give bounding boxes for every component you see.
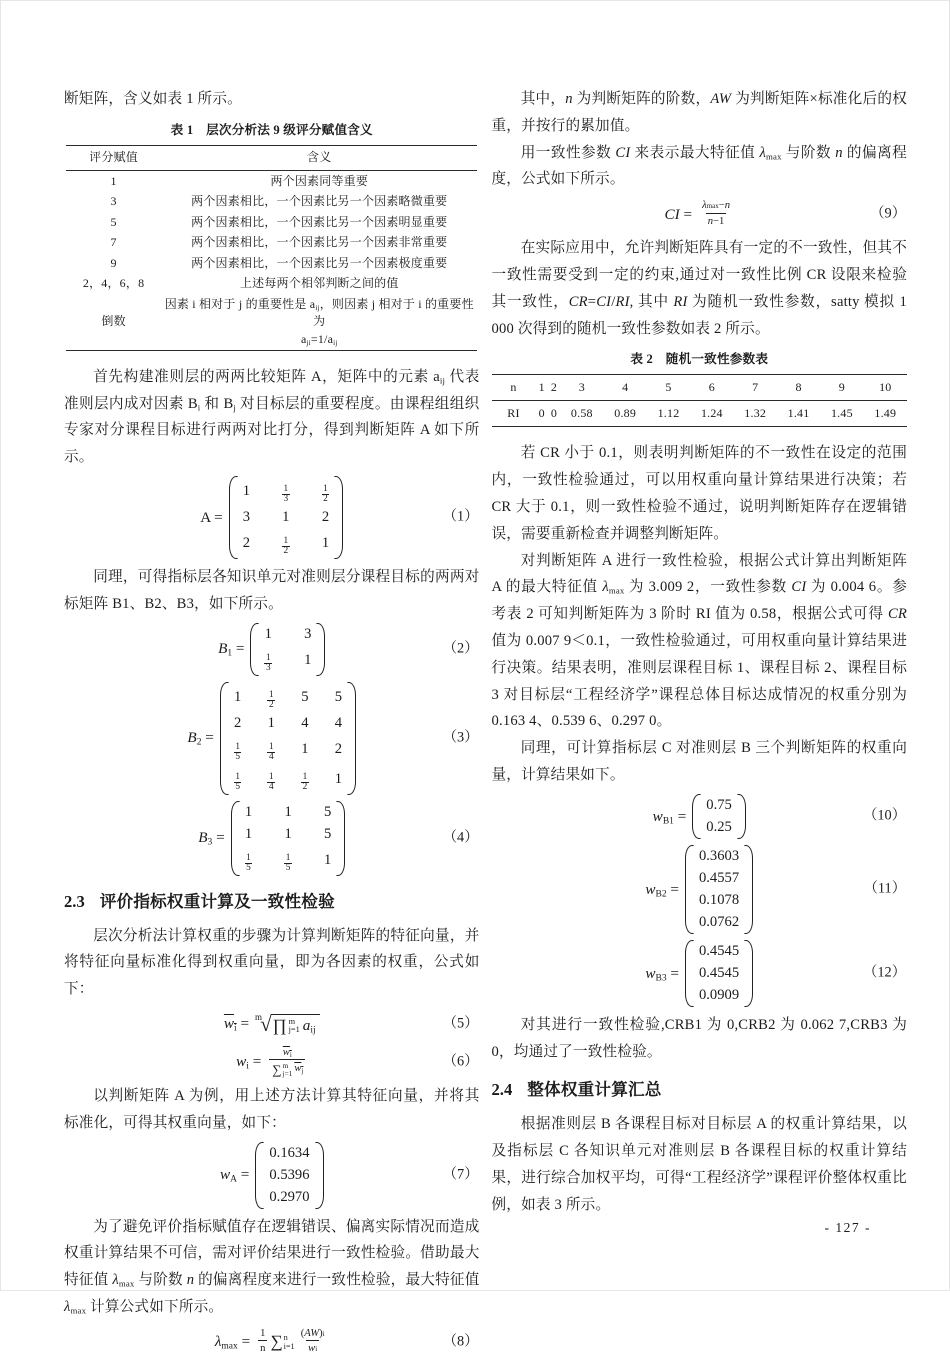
equation-lhs: $w_i$ = xyxy=(236,1053,262,1073)
left-paren xyxy=(250,623,259,676)
equation-body xyxy=(645,939,753,1008)
equation-lhs: CI = xyxy=(664,205,693,223)
left-paren xyxy=(685,940,694,1007)
matrix-cell: 1 xyxy=(323,851,332,868)
section-number: 2.4 xyxy=(491,1080,513,1100)
equation-body: $w_i$ = $^m$ √ ∏ m j=1 $a_{ij}$ xyxy=(224,1013,320,1034)
table1-row: 3 两个因素相比，一个因素比另一个因素略微重要 xyxy=(110,194,448,209)
equation-lhs: $B_3$ = xyxy=(198,829,225,849)
section-title: 评价指标权重计算及一致性检验 xyxy=(99,891,335,911)
equation-number: （2） xyxy=(442,640,479,657)
matrix-cell: $\frac{1}{3}$ xyxy=(265,652,271,674)
matrix-cell: 1 xyxy=(244,803,253,820)
equation-number: （11） xyxy=(863,880,906,897)
table2-row: n 1 2 3 4 5 6 7 8 9 10 xyxy=(492,375,908,401)
equation-lhs: $\lambda_{max}$ = xyxy=(214,1333,251,1352)
table1-row: 5 两个因素相比，一个因素比另一个因素明显重要 xyxy=(110,214,448,229)
equation-number: （6） xyxy=(442,1053,479,1070)
matrix-cell: 1 xyxy=(264,625,272,642)
table1-row: 7 两个因素相比，一个因素比另一个因素非常重要 xyxy=(110,235,448,250)
big-operator: ∏ xyxy=(272,1015,287,1035)
paragraph-similarly: 同理，可得指标层各知识单元对准则层分课程目标的两两对标矩阵 B1、B2、B3，如下所示。 xyxy=(64,568,480,612)
table1-row: 9 两个因素相比，一个因素比另一个因素极度重要 xyxy=(110,255,448,270)
table1-block xyxy=(64,122,480,351)
equation-lhs: $w_A$ = xyxy=(219,1166,250,1186)
matrix-cell: 0.25 xyxy=(706,818,732,835)
paragraph-similarly-c: 同理，可计算指标层 C 对准则层 B 三个判断矩阵的权重向量，计算结果如下。 xyxy=(491,740,907,783)
matrix xyxy=(255,1141,323,1210)
equation-body xyxy=(220,1141,324,1210)
matrix-cell: $\frac{1}{4}$ xyxy=(268,771,274,793)
matrix-cell: 0.4557 xyxy=(698,869,740,886)
matrix xyxy=(692,793,746,840)
matrix-cell: 2 xyxy=(334,740,343,757)
matrix xyxy=(229,475,344,560)
page-number: - 127 - xyxy=(824,1220,871,1235)
matrix-cell: 0.1634 xyxy=(269,1144,310,1161)
matrix-cell: $\frac{1}{5}$ xyxy=(235,741,240,763)
table2-row: RI 0 0 0.58 0.89 1.12 1.24 1.32 1.41 1.45 1.49 xyxy=(507,406,897,421)
right-paren xyxy=(316,623,325,676)
equation-1 xyxy=(64,475,480,560)
matrix xyxy=(685,844,753,935)
equation-number: （5） xyxy=(442,1015,479,1032)
equation-8 xyxy=(64,1325,480,1359)
left-column xyxy=(64,86,480,1363)
paragraph-summary: 根据准则层 B 各课程目标对目标层 A 的权重计算结果，以及指标层 C 各知识单元对准则层 B 各课程目标的权重计算结果，进行综合加权平均，可得“工程经济学”课程评价整体权重比例，如表 3 所示。 xyxy=(491,1116,907,1213)
right-column xyxy=(492,86,908,1363)
paragraph-cr-limit: 在实际应用中，允许判断矩阵具有一定的不一致性，但其不一致性需要受到一定的约束,通过对一致性比例 CR 设限来检验其一致性，CR=CI/RI, 其中 RI 为随机一致性参数，satty 模拟 1 000 次得到的随机一致性参数如表 2 所示。 xyxy=(491,240,907,337)
equation-body xyxy=(218,622,325,677)
section-title: 整体权重计算汇总 xyxy=(527,1080,662,1100)
fraction: ( AW ) i w i xyxy=(300,1327,325,1355)
matrix-cell: $\frac{1}{2}$ xyxy=(323,483,328,505)
radical-sign: √ xyxy=(260,1012,272,1037)
matrix-cell: 1 xyxy=(244,825,253,842)
matrix-cell: 3 xyxy=(242,508,250,525)
matrix-cell: 0.0762 xyxy=(698,913,740,930)
big-operator: ∑ xyxy=(270,1332,283,1352)
matrix-cell: 0.4545 xyxy=(698,942,740,959)
matrix xyxy=(220,681,356,796)
fraction: $\frac{1}{n}$ xyxy=(260,1327,266,1355)
equation-number: （7） xyxy=(442,1166,479,1183)
big-operator: ∑ xyxy=(272,1061,282,1077)
matrix-cell: $\frac{1}{2}$ xyxy=(302,771,308,793)
equation-body xyxy=(665,200,735,228)
equation-body xyxy=(236,1047,307,1077)
equation-4 xyxy=(64,800,480,877)
matrix-cell: 1 xyxy=(301,740,309,757)
equation-11 xyxy=(492,844,908,935)
matrix-cell: 1 xyxy=(233,688,242,705)
matrix-cell: 1 xyxy=(334,770,343,787)
paragraph-consistency: 为了避免评价指标赋值存在逻辑错误、偏离实际情况而造成权重计算结果不可信，需对评价结果进行一致性检验。借助最大特征值 $\lambda_{max}$ 与阶数 n 的偏离程度来进行一致性检验，最大特征值 $\lambda_{max}$ 计算公式如下所示。 xyxy=(64,1218,480,1316)
right-paren xyxy=(347,682,356,795)
matrix-cell: $\frac{1}{3}$ xyxy=(283,483,289,505)
matrix-cell: 2 xyxy=(233,714,242,731)
matrix-cell: 1 xyxy=(267,714,275,731)
matrix-cell: 5 xyxy=(323,825,332,842)
matrix-cell: 0.0909 xyxy=(698,986,740,1003)
equation-lhs: $w_{B1}$ = xyxy=(652,807,687,827)
right-paren xyxy=(334,476,343,559)
matrix-cell: 5 xyxy=(301,688,309,705)
equation-6 xyxy=(64,1045,480,1079)
equation-body xyxy=(645,844,753,935)
equation-lhs: $B_1$ = xyxy=(218,640,245,660)
left-paren xyxy=(231,801,240,876)
equation-lhs: $w_{B3}$ = xyxy=(645,964,679,984)
right-paren xyxy=(315,1142,324,1209)
matrix-cell: $\frac{1}{2}$ xyxy=(283,535,289,557)
matrix-cell: 0.75 xyxy=(706,796,732,813)
equation-lhs: $w_i$ = xyxy=(223,1015,250,1035)
matrix-cell: 5 xyxy=(323,803,332,820)
paragraph-check-a: 对判断矩阵 A 进行一致性检验，根据公式计算出判断矩阵 A 的最大特征值 $\lambda_{max}$ 为 3.009 2，一致性参数 CI 为 0.004 6。参考表 2 可知判断矩阵为 3 阶时 RI 值为 0.58，根据公式可得 CR 值为 0.007 9＜0.1，一致性检验通过，可用权重向量计算结果进行决策。结果表明，准则层课程目标 1、课程目标 2、课程目标 3 对目标层“工程经济学”课程总体目标达成情况的权重分别为 0.163 4、0.539 6、0.297 0。 xyxy=(491,552,907,730)
table1 xyxy=(66,145,477,351)
table1-row: 1 两个因素同等重要 xyxy=(110,173,369,188)
right-paren xyxy=(744,845,753,934)
equation-number: （1） xyxy=(442,509,479,526)
equation-number: （8） xyxy=(442,1333,479,1350)
left-paren xyxy=(255,1142,264,1209)
right-paren xyxy=(336,801,345,876)
matrix-cell: $\frac{1}{5}$ xyxy=(235,771,240,793)
left-paren xyxy=(220,682,229,795)
table1-title: 表 1 层次分析法 9 级评分赋值含义 xyxy=(170,122,373,137)
equation-number: （4） xyxy=(442,829,479,846)
matrix xyxy=(250,622,325,677)
table2 xyxy=(492,374,908,427)
equation-number: （3） xyxy=(442,729,479,746)
equation-9 xyxy=(492,197,908,231)
equation-body xyxy=(187,681,356,796)
right-paren xyxy=(737,794,746,839)
matrix-cell: 4 xyxy=(334,714,343,731)
equation-number: （9） xyxy=(870,205,906,222)
matrix-cell: 1 xyxy=(304,651,312,668)
equation-5 xyxy=(64,1007,480,1041)
paragraph-example-a: 以判断矩阵 A 为例，用上述方法计算其特征向量，并将其标准化，可得其权重向量，如下： xyxy=(64,1087,480,1131)
table2-block xyxy=(492,351,908,427)
paragraph-construct-matrix: 首先构建准则层的两两比较矩阵 A，矩阵中的元素 $a_{ij}$ 代表准则层内成对因素 $B_i$ 和 $B_j$ 对目标层的重要程度。由课程组组织专家对分课程目标进行两两对比打分，得到判断矩阵 A 如下所示。 xyxy=(64,368,480,466)
matrix-cell: 1 xyxy=(321,534,330,551)
equation-lhs: A = xyxy=(200,508,223,526)
matrix-cell: 2 xyxy=(242,534,250,551)
matrix-cell: 0.2970 xyxy=(269,1188,310,1205)
section-number: 2.3 xyxy=(64,891,85,911)
matrix-cell: 1 xyxy=(284,825,292,842)
matrix-cell: 5 xyxy=(334,688,343,705)
matrix-cell: $\frac{1}{4}$ xyxy=(268,741,274,763)
equation-lhs: $B_2$ = xyxy=(187,729,214,749)
section-heading-2-3 xyxy=(64,890,480,914)
matrix-cell: 4 xyxy=(301,714,309,731)
matrix xyxy=(685,939,753,1008)
matrix-cell: 1 xyxy=(242,482,250,499)
paragraph-crb: 对其进行一致性检验,CRB1 为 0,CRB2 为 0.062 7,CRB3 为 0，均通过了一致性检验。 xyxy=(491,1016,907,1060)
table2-title: 表 2 随机一致性参数表 xyxy=(630,352,769,367)
equation-lhs: $w_{B2}$ = xyxy=(645,880,679,900)
matrix-cell: 1 xyxy=(284,803,292,820)
matrix-cell: $\frac{1}{2}$ xyxy=(268,689,274,711)
equation-12 xyxy=(492,939,908,1008)
equation-3 xyxy=(64,681,480,796)
fraction: $w_i$ ∑ m j=1 $w_j$ xyxy=(269,1047,305,1077)
matrix-cell: 0.1078 xyxy=(698,891,740,908)
matrix-cell: $\frac{1}{5}$ xyxy=(246,852,251,874)
matrix-cell: 3 xyxy=(304,625,312,642)
table1-row: 倒数 因素 i 相对于 j 的重要性是 $a_{ij}$，则因素 j 相对于 i 的重要性为 $a_{ji}=1/a_{ij}$ xyxy=(101,296,474,347)
paragraph-ci-intro: 用一致性参数 CI 来表示最大特征值 $\lambda_{max}$ 与阶数 n 的偏离程度，公式如下所示。 xyxy=(491,144,907,188)
equation-7 xyxy=(64,1141,480,1210)
paragraph-cr-rule: 若 CR 小于 0.1，则表明判断矩阵的不一致性在设定的范围内，一致性检验通过，可以用权重向量计算结果进行决策；若 CR 大于 0.1，则一致性检验不通过，说明判断矩阵存在逻辑错误，需要重新检查并调整判断矩阵。 xyxy=(491,445,907,542)
left-paren xyxy=(692,794,701,839)
equation-body: $\lambda_{max}$ = $\frac{1}{n}$ ∑ n i=1 ( AW ) i w i xyxy=(214,1327,325,1355)
paragraph-where: 其中，n 为判断矩阵的阶数，AW 为判断矩阵×标准化后的权重，并按行的累加值。 xyxy=(491,91,907,134)
equation-number: （12） xyxy=(863,964,906,981)
left-paren xyxy=(685,845,694,934)
matrix-cell: 1 xyxy=(282,508,290,525)
equation-number: （10） xyxy=(863,807,906,824)
section-heading-2-4 xyxy=(492,1078,908,1102)
equation-2 xyxy=(64,622,480,677)
matrix-cell: 0.5396 xyxy=(269,1166,310,1183)
right-paren xyxy=(744,940,753,1007)
fraction: λ max − n n −1 xyxy=(702,200,730,227)
equation-body xyxy=(200,475,343,560)
equation-10 xyxy=(492,793,908,840)
two-column-layout xyxy=(64,86,907,1363)
matrix-cell: 0.4545 xyxy=(698,964,740,981)
matrix-cell: $\frac{1}{5}$ xyxy=(285,852,291,874)
matrix xyxy=(231,800,346,877)
left-paren xyxy=(229,476,238,559)
table1-row: 2，4，6，8 上述每两个相邻判断之间的值 xyxy=(82,276,399,291)
matrix-cell: 2 xyxy=(321,508,330,525)
table1-header-row: 评分赋值 含义 xyxy=(66,145,477,171)
matrix-cell: 0.3603 xyxy=(698,847,740,864)
equation-body xyxy=(198,800,345,877)
equation-body xyxy=(653,793,746,840)
paragraph-weight-steps: 层次分析法计算权重的步骤为计算判断矩阵的特征向量，并将特征向量标准化得到权重向量，即为各因素的权重，公式如下： xyxy=(64,927,480,998)
paragraph-intro: 断矩阵，含义如表 1 所示。 xyxy=(64,91,242,107)
